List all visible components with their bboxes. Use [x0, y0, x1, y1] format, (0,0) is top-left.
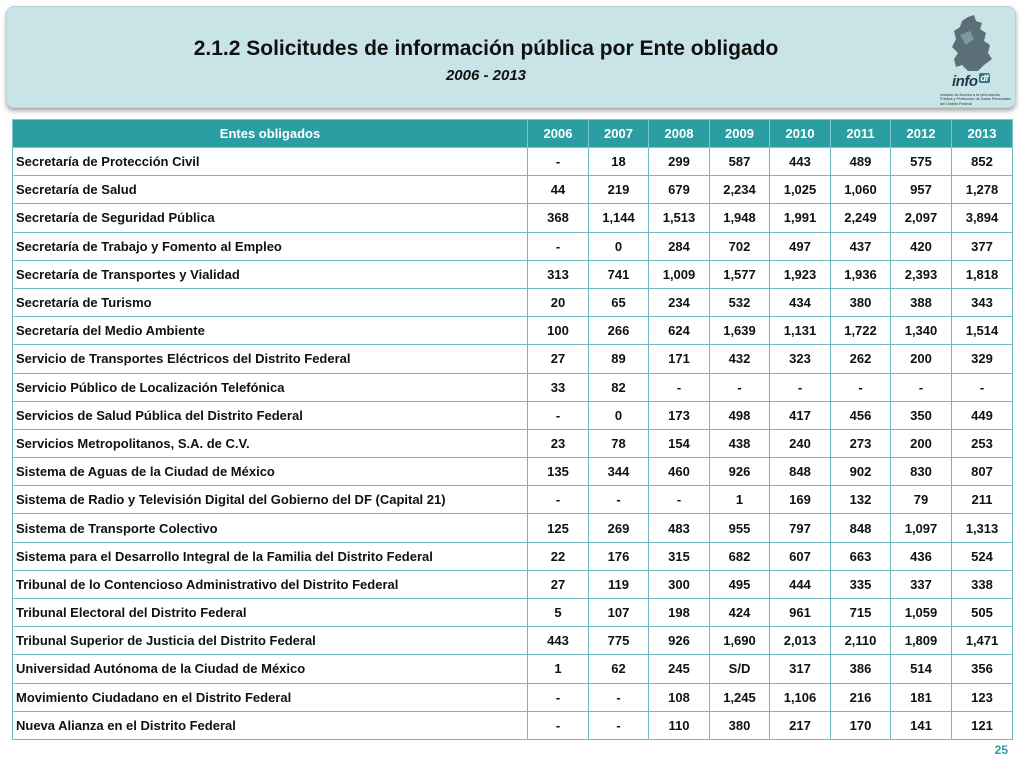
value-cell: 926	[649, 627, 710, 655]
entity-name-cell: Secretaría del Medio Ambiente	[13, 317, 528, 345]
value-cell: 107	[589, 599, 649, 627]
value-cell: 1,106	[770, 683, 831, 711]
value-cell: S/D	[710, 655, 770, 683]
value-cell: 62	[589, 655, 649, 683]
entity-name-cell: Sistema de Transporte Colectivo	[13, 514, 528, 542]
value-cell: 79	[891, 486, 952, 514]
table-row	[13, 148, 1013, 176]
value-cell: 121	[952, 711, 1013, 739]
value-cell: 173	[649, 401, 710, 429]
table-row	[13, 401, 1013, 429]
value-cell: 377	[952, 232, 1013, 260]
page-subtitle: 2006 - 2013	[445, 67, 527, 84]
table-row	[13, 570, 1013, 598]
value-cell: 495	[710, 570, 770, 598]
value-cell: 456	[831, 401, 891, 429]
column-header-year: 2008	[649, 120, 710, 148]
value-cell: 1,722	[831, 317, 891, 345]
value-cell: -	[831, 373, 891, 401]
column-header-year: 2011	[831, 120, 891, 148]
value-cell: 169	[770, 486, 831, 514]
table-row	[13, 627, 1013, 655]
value-cell: 443	[770, 148, 831, 176]
value-cell: 240	[770, 429, 831, 457]
table-row	[13, 317, 1013, 345]
value-cell: 420	[891, 232, 952, 260]
value-cell: 1,471	[952, 627, 1013, 655]
table-header-row	[13, 120, 1013, 148]
value-cell: 1,513	[649, 204, 710, 232]
table-row	[13, 288, 1013, 316]
value-cell: 266	[589, 317, 649, 345]
value-cell: 44	[528, 176, 589, 204]
value-cell: 65	[589, 288, 649, 316]
value-cell: -	[649, 486, 710, 514]
value-cell: 1,025	[770, 176, 831, 204]
value-cell: 497	[770, 232, 831, 260]
value-cell: 607	[770, 542, 831, 570]
value-cell: 514	[891, 655, 952, 683]
value-cell: -	[528, 401, 589, 429]
value-cell: 830	[891, 458, 952, 486]
value-cell: -	[952, 373, 1013, 401]
value-cell: 1,278	[952, 176, 1013, 204]
value-cell: 125	[528, 514, 589, 542]
value-cell: 848	[831, 514, 891, 542]
table-row	[13, 542, 1013, 570]
value-cell: 1,690	[710, 627, 770, 655]
requests-table	[12, 119, 1013, 740]
page-title: 2.1.2 Solicitudes de información pública por Ente obligado	[193, 37, 779, 60]
value-cell: 217	[770, 711, 831, 739]
value-cell: 436	[891, 542, 952, 570]
entity-name-cell: Universidad Autónoma de la Ciudad de México	[13, 655, 528, 683]
value-cell: 438	[710, 429, 770, 457]
table-row	[13, 711, 1013, 739]
value-cell: 300	[649, 570, 710, 598]
value-cell: -	[770, 373, 831, 401]
entity-name-cell: Servicio Público de Localización Telefónica	[13, 373, 528, 401]
table-row	[13, 486, 1013, 514]
value-cell: 848	[770, 458, 831, 486]
value-cell: 460	[649, 458, 710, 486]
value-cell: 338	[952, 570, 1013, 598]
value-cell: 524	[952, 542, 1013, 570]
value-cell: 807	[952, 458, 1013, 486]
value-cell: 181	[891, 683, 952, 711]
infodf-logo	[936, 15, 1014, 107]
entity-name-cell: Sistema para el Desarrollo Integral de la Familia del Distrito Federal	[13, 542, 528, 570]
value-cell: 33	[528, 373, 589, 401]
value-cell: 432	[710, 345, 770, 373]
value-cell: 955	[710, 514, 770, 542]
value-cell: 123	[952, 683, 1013, 711]
value-cell: 682	[710, 542, 770, 570]
value-cell: 78	[589, 429, 649, 457]
value-cell: 337	[891, 570, 952, 598]
value-cell: -	[528, 711, 589, 739]
value-cell: 200	[891, 429, 952, 457]
value-cell: 434	[770, 288, 831, 316]
value-cell: 356	[952, 655, 1013, 683]
value-cell: -	[528, 232, 589, 260]
value-cell: -	[528, 486, 589, 514]
value-cell: 170	[831, 711, 891, 739]
value-cell: 1,059	[891, 599, 952, 627]
value-cell: 505	[952, 599, 1013, 627]
logo-tagline: Instituto de Acceso a la Información Pública y Protección de Datos Personales del Distrito Federal	[940, 93, 1011, 106]
value-cell: 380	[831, 288, 891, 316]
value-cell: 1,818	[952, 260, 1013, 288]
page-number: 25	[994, 743, 1008, 757]
value-cell: 449	[952, 401, 1013, 429]
value-cell: 1,097	[891, 514, 952, 542]
value-cell: 424	[710, 599, 770, 627]
value-cell: 386	[831, 655, 891, 683]
logo-wordmark: info $^{df}$	[952, 73, 988, 90]
value-cell: 2,393	[891, 260, 952, 288]
value-cell: -	[528, 148, 589, 176]
value-cell: 1,313	[952, 514, 1013, 542]
value-cell: 135	[528, 458, 589, 486]
value-cell: -	[710, 373, 770, 401]
value-cell: 100	[528, 317, 589, 345]
value-cell: 1,639	[710, 317, 770, 345]
value-cell: 219	[589, 176, 649, 204]
value-cell: 198	[649, 599, 710, 627]
value-cell: 299	[649, 148, 710, 176]
table-row	[13, 232, 1013, 260]
table-row	[13, 176, 1013, 204]
table-row	[13, 683, 1013, 711]
value-cell: 2,249	[831, 204, 891, 232]
value-cell: -	[589, 486, 649, 514]
value-cell: 89	[589, 345, 649, 373]
column-header-year: 2009	[710, 120, 770, 148]
value-cell: 344	[589, 458, 649, 486]
value-cell: 335	[831, 570, 891, 598]
value-cell: -	[649, 373, 710, 401]
value-cell: 444	[770, 570, 831, 598]
value-cell: 5	[528, 599, 589, 627]
value-cell: 852	[952, 148, 1013, 176]
value-cell: 1,009	[649, 260, 710, 288]
value-cell: 141	[891, 711, 952, 739]
column-header-entity: Entes obligados	[13, 120, 528, 148]
entity-name-cell: Secretaría de Protección Civil	[13, 148, 528, 176]
value-cell: 273	[831, 429, 891, 457]
value-cell: 797	[770, 514, 831, 542]
value-cell: 532	[710, 288, 770, 316]
table-row	[13, 373, 1013, 401]
table-row	[13, 599, 1013, 627]
entity-name-cell: Servicio de Transportes Eléctricos del Distrito Federal	[13, 345, 528, 373]
value-cell: 2,097	[891, 204, 952, 232]
value-cell: 343	[952, 288, 1013, 316]
entity-name-cell: Tribunal Superior de Justicia del Distrito Federal	[13, 627, 528, 655]
table-row	[13, 655, 1013, 683]
value-cell: 957	[891, 176, 952, 204]
value-cell: 417	[770, 401, 831, 429]
entity-name-cell: Servicios Metropolitanos, S.A. de C.V.	[13, 429, 528, 457]
value-cell: 2,234	[710, 176, 770, 204]
value-cell: 1,948	[710, 204, 770, 232]
table-row	[13, 204, 1013, 232]
value-cell: 245	[649, 655, 710, 683]
value-cell: 200	[891, 345, 952, 373]
value-cell: 216	[831, 683, 891, 711]
value-cell: 368	[528, 204, 589, 232]
value-cell: 702	[710, 232, 770, 260]
value-cell: 211	[952, 486, 1013, 514]
value-cell: 171	[649, 345, 710, 373]
value-cell: 1,144	[589, 204, 649, 232]
entity-name-cell: Nueva Alianza en el Distrito Federal	[13, 711, 528, 739]
value-cell: 663	[831, 542, 891, 570]
value-cell: 0	[589, 232, 649, 260]
value-cell: 329	[952, 345, 1013, 373]
value-cell: 1,936	[831, 260, 891, 288]
value-cell: 489	[831, 148, 891, 176]
value-cell: 1,809	[891, 627, 952, 655]
value-cell: 234	[649, 288, 710, 316]
value-cell: 1,991	[770, 204, 831, 232]
value-cell: 624	[649, 317, 710, 345]
value-cell: 269	[589, 514, 649, 542]
value-cell: 313	[528, 260, 589, 288]
value-cell: 154	[649, 429, 710, 457]
table-row	[13, 260, 1013, 288]
value-cell: 119	[589, 570, 649, 598]
table-row	[13, 429, 1013, 457]
entity-name-cell: Sistema de Radio y Televisión Digital del Gobierno del DF (Capital 21)	[13, 486, 528, 514]
value-cell: 23	[528, 429, 589, 457]
value-cell: 315	[649, 542, 710, 570]
value-cell: 961	[770, 599, 831, 627]
value-cell: 437	[831, 232, 891, 260]
value-cell: 20	[528, 288, 589, 316]
value-cell: 262	[831, 345, 891, 373]
entity-name-cell: Secretaría de Trabajo y Fomento al Empleo	[13, 232, 528, 260]
entity-name-cell: Tribunal de lo Contencioso Administrativo del Distrito Federal	[13, 570, 528, 598]
value-cell: 22	[528, 542, 589, 570]
value-cell: 679	[649, 176, 710, 204]
value-cell: 1,514	[952, 317, 1013, 345]
value-cell: 388	[891, 288, 952, 316]
value-cell: 483	[649, 514, 710, 542]
entity-name-cell: Tribunal Electoral del Distrito Federal	[13, 599, 528, 627]
map-silhouette-icon	[950, 15, 994, 73]
entity-name-cell: Secretaría de Salud	[13, 176, 528, 204]
value-cell: 108	[649, 683, 710, 711]
value-cell: 926	[710, 458, 770, 486]
value-cell: -	[589, 683, 649, 711]
value-cell: 18	[589, 148, 649, 176]
value-cell: -	[891, 373, 952, 401]
value-cell: 110	[649, 711, 710, 739]
value-cell: 902	[831, 458, 891, 486]
value-cell: 3,894	[952, 204, 1013, 232]
table-row	[13, 458, 1013, 486]
value-cell: 27	[528, 345, 589, 373]
value-cell: -	[589, 711, 649, 739]
table-row	[13, 345, 1013, 373]
value-cell: 253	[952, 429, 1013, 457]
value-cell: 443	[528, 627, 589, 655]
value-cell: 587	[710, 148, 770, 176]
entity-name-cell: Secretaría de Seguridad Pública	[13, 204, 528, 232]
value-cell: 2,013	[770, 627, 831, 655]
value-cell: 1,131	[770, 317, 831, 345]
value-cell: 1,340	[891, 317, 952, 345]
value-cell: 1,577	[710, 260, 770, 288]
column-header-year: 2006	[528, 120, 589, 148]
title-banner	[6, 6, 1016, 108]
column-header-year: 2013	[952, 120, 1013, 148]
value-cell: 380	[710, 711, 770, 739]
value-cell: 498	[710, 401, 770, 429]
value-cell: 1,060	[831, 176, 891, 204]
value-cell: -	[528, 683, 589, 711]
value-cell: 176	[589, 542, 649, 570]
value-cell: 317	[770, 655, 831, 683]
entity-name-cell: Servicios de Salud Pública del Distrito Federal	[13, 401, 528, 429]
value-cell: 1,923	[770, 260, 831, 288]
entity-name-cell: Secretaría de Turismo	[13, 288, 528, 316]
entity-name-cell: Movimiento Ciudadano en el Distrito Federal	[13, 683, 528, 711]
value-cell: 82	[589, 373, 649, 401]
table-row	[13, 514, 1013, 542]
value-cell: 775	[589, 627, 649, 655]
table-body	[13, 148, 1013, 740]
value-cell: 2,110	[831, 627, 891, 655]
column-header-year: 2012	[891, 120, 952, 148]
value-cell: 284	[649, 232, 710, 260]
value-cell: 1	[528, 655, 589, 683]
value-cell: 350	[891, 401, 952, 429]
column-header-year: 2010	[770, 120, 831, 148]
column-header-year: 2007	[589, 120, 649, 148]
entity-name-cell: Sistema de Aguas de la Ciudad de México	[13, 458, 528, 486]
value-cell: 715	[831, 599, 891, 627]
value-cell: 0	[589, 401, 649, 429]
value-cell: 575	[891, 148, 952, 176]
entity-name-cell: Secretaría de Transportes y Vialidad	[13, 260, 528, 288]
value-cell: 132	[831, 486, 891, 514]
value-cell: 27	[528, 570, 589, 598]
value-cell: 1	[710, 486, 770, 514]
value-cell: 1,245	[710, 683, 770, 711]
value-cell: 741	[589, 260, 649, 288]
value-cell: 323	[770, 345, 831, 373]
